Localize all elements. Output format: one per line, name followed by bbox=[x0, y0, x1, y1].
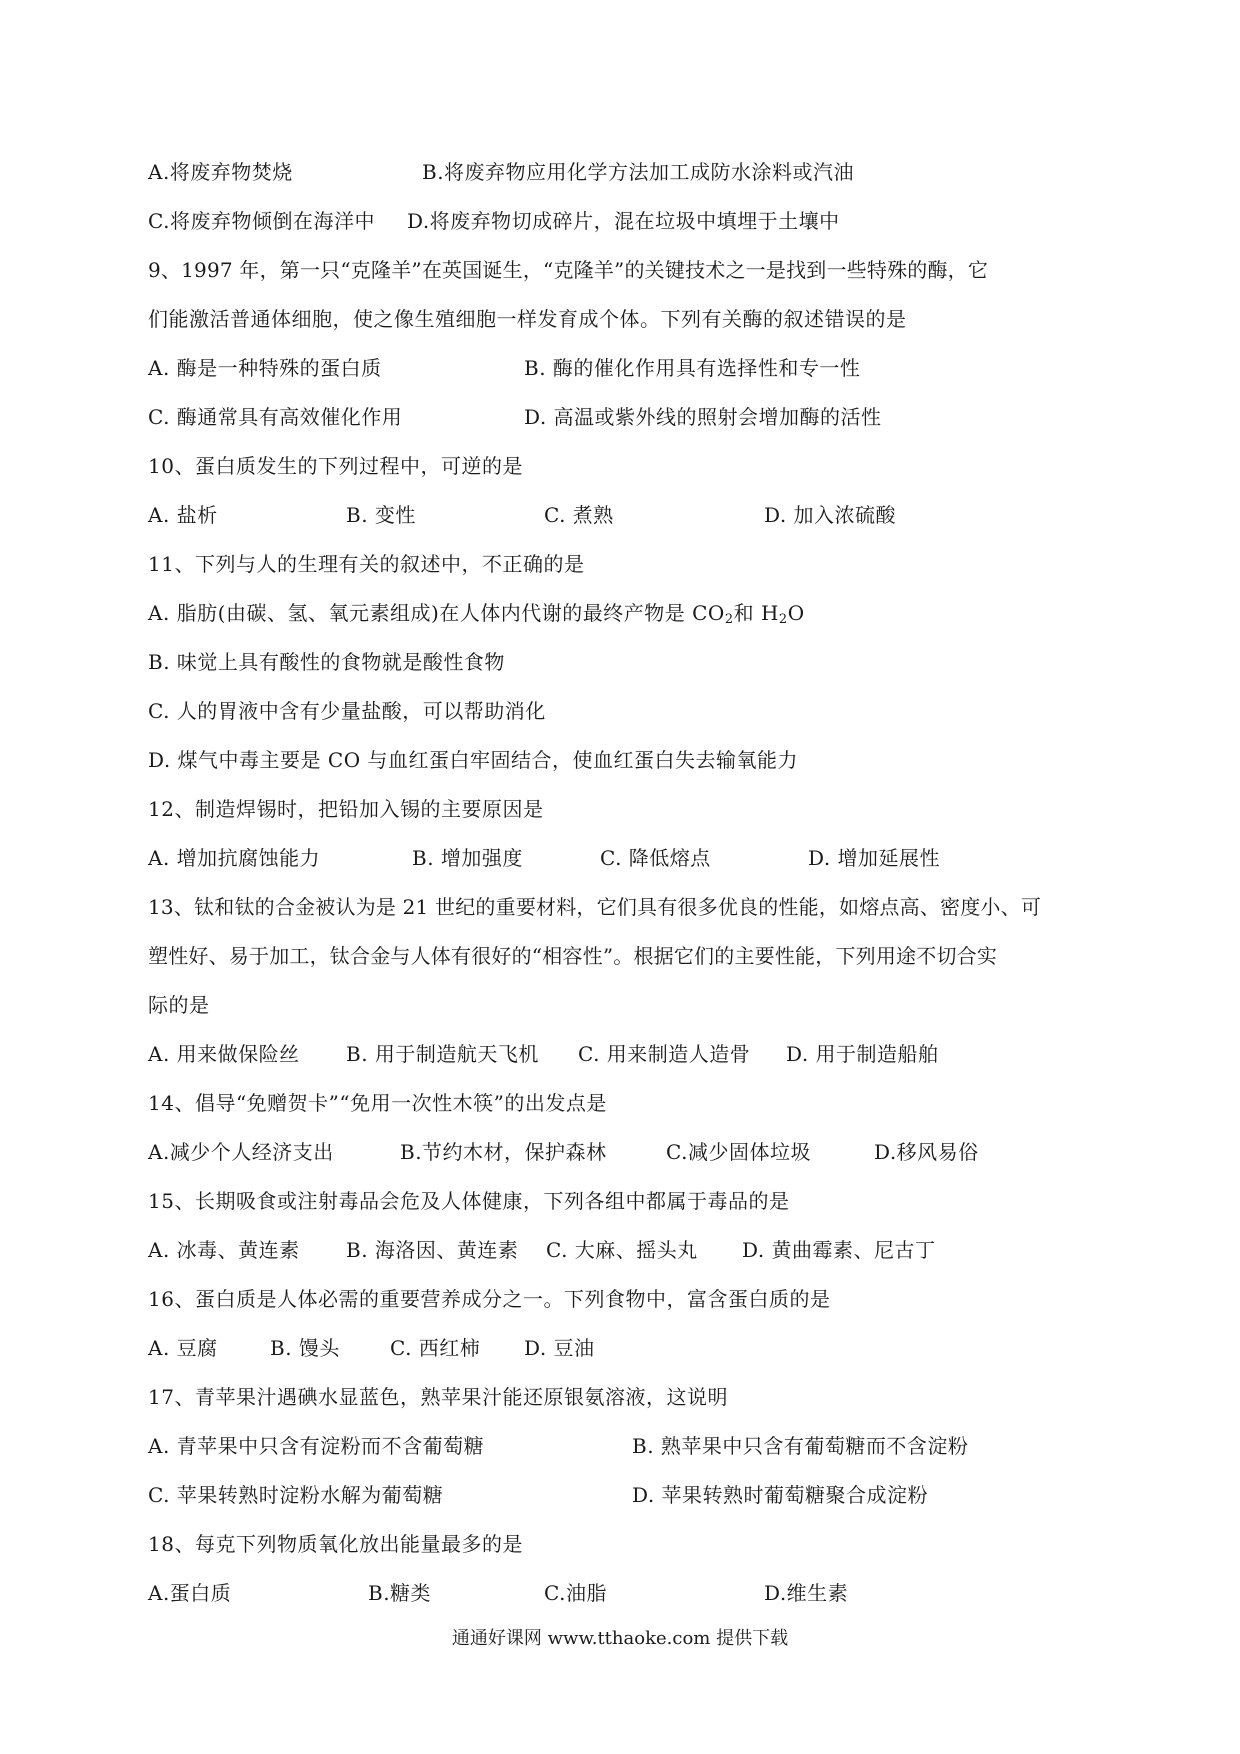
q9-stem-line-2: 们能激活普通体细胞，使之像生殖细胞一样发育成个体。下列有关酶的叙述错误的是 bbox=[148, 307, 907, 331]
q15-stem: 15、长期吸食或注射毒品会危及人体健康，下列各组中都属于毒品的是 bbox=[148, 1189, 790, 1213]
q11-option-a-mid: 和 H bbox=[733, 601, 779, 625]
q16-stem: 16、蛋白质是人体必需的重要营养成分之一。下列食物中，富含蛋白质的是 bbox=[148, 1287, 831, 1311]
q10-option-d: D. 加入浓硫酸 bbox=[764, 503, 897, 527]
co2-subscript: 2 bbox=[724, 612, 734, 627]
q13-stem-line-2: 塑性好、易于加工，钛合金与人体有很好的“相容性”。根据它们的主要性能，下列用途不切合实 bbox=[148, 944, 998, 968]
q11-stem: 11、下列与人的生理有关的叙述中，不正确的是 bbox=[148, 552, 585, 576]
q16-option-b: B. 馒头 bbox=[270, 1336, 340, 1360]
q11-option-a-text: A. 脂肪(由碳、氢、氧元素组成)在人体内代谢的最终产物是 CO bbox=[148, 601, 725, 625]
q15-option-a: A. 冰毒、黄连素 bbox=[148, 1238, 300, 1262]
q10-stem: 10、蛋白质发生的下列过程中，可逆的是 bbox=[148, 454, 523, 478]
q10-option-b: B. 变性 bbox=[346, 503, 416, 527]
q17-option-a: A. 青苹果中只含有淀粉而不含葡萄糖 bbox=[148, 1434, 485, 1458]
q16-option-a: A. 豆腐 bbox=[148, 1336, 218, 1360]
q13-stem-line-3: 际的是 bbox=[148, 993, 210, 1017]
q10-option-c: C. 煮熟 bbox=[544, 503, 614, 527]
q18-option-d: D.维生素 bbox=[764, 1581, 849, 1605]
q15-option-b: B. 海洛因、黄连素 bbox=[346, 1238, 519, 1262]
q11-option-a bbox=[148, 599, 805, 627]
q17-option-c: C. 苹果转熟时淀粉水解为葡萄糖 bbox=[148, 1483, 444, 1507]
q14-stem: 14、倡导“免赠贺卡”“免用一次性木筷”的出发点是 bbox=[148, 1091, 607, 1115]
q9-option-b: B. 酶的催化作用具有选择性和专一性 bbox=[524, 356, 861, 380]
q9-option-d: D. 高温或紫外线的照射会增加酶的活性 bbox=[524, 405, 882, 429]
q18-option-a: A.蛋白质 bbox=[148, 1581, 232, 1605]
q16-option-d: D. 豆油 bbox=[524, 1336, 595, 1360]
q12-option-a: A. 增加抗腐蚀能力 bbox=[148, 846, 321, 870]
q13-option-d: D. 用于制造船舶 bbox=[786, 1042, 939, 1066]
q15-option-d: D. 黄曲霉素、尼古丁 bbox=[742, 1238, 936, 1262]
q11-option-c: C. 人的胃液中含有少量盐酸，可以帮助消化 bbox=[148, 699, 546, 723]
q11-option-d: D. 煤气中毒主要是 CO 与血红蛋白牢固结合，使血红蛋白失去输氧能力 bbox=[148, 748, 798, 772]
q11-option-a-end: O bbox=[787, 601, 805, 625]
q18-option-b: B.糖类 bbox=[368, 1581, 432, 1605]
q16-option-c: C. 西红柿 bbox=[390, 1336, 481, 1360]
q14-option-b: B.节约木材，保护森林 bbox=[400, 1140, 607, 1164]
q13-option-c: C. 用来制造人造骨 bbox=[578, 1042, 751, 1066]
q12-option-d: D. 增加延展性 bbox=[808, 846, 941, 870]
q12-stem: 12、制造焊锡时，把铅加入锡的主要原因是 bbox=[148, 797, 544, 821]
q8-option-b: B.将废弃物应用化学方法加工成防水涂料或汽油 bbox=[422, 160, 855, 184]
q14-option-a: A.减少个人经济支出 bbox=[148, 1140, 334, 1164]
q8-option-a: A.将废弃物焚烧 bbox=[148, 160, 293, 184]
q12-option-c: C. 降低熔点 bbox=[600, 846, 711, 870]
q10-option-a: A. 盐析 bbox=[148, 503, 218, 527]
q17-option-d: D. 苹果转熟时葡萄糖聚合成淀粉 bbox=[632, 1483, 929, 1507]
q13-stem-line-1: 13、钛和钛的合金被认为是 21 世纪的重要材料，它们具有很多优良的性能，如熔点高、密度小、可 bbox=[148, 895, 1042, 919]
q13-option-b: B. 用于制造航天飞机 bbox=[346, 1042, 539, 1066]
q17-stem: 17、青苹果汁遇碘水显蓝色，熟苹果汁能还原银氨溶液，这说明 bbox=[148, 1385, 728, 1409]
q17-option-b: B. 熟苹果中只含有葡萄糖而不含淀粉 bbox=[632, 1434, 969, 1458]
q14-option-c: C.减少固体垃圾 bbox=[666, 1140, 811, 1164]
q18-stem: 18、每克下列物质氧化放出能量最多的是 bbox=[148, 1532, 523, 1556]
q9-option-a: A. 酶是一种特殊的蛋白质 bbox=[148, 356, 382, 380]
q18-option-c: C.油脂 bbox=[544, 1581, 607, 1605]
q13-option-a: A. 用来做保险丝 bbox=[148, 1042, 300, 1066]
q11-option-b: B. 味觉上具有酸性的食物就是酸性食物 bbox=[148, 650, 505, 674]
q12-option-b: B. 增加强度 bbox=[412, 846, 523, 870]
q8-option-d: D.将废弃物切成碎片，混在垃圾中填埋于土壤中 bbox=[407, 209, 840, 233]
q8-option-c: C.将废弃物倾倒在海洋中 bbox=[148, 209, 375, 233]
h2o-subscript: 2 bbox=[778, 612, 788, 627]
q15-option-c: C. 大麻、摇头丸 bbox=[546, 1238, 698, 1262]
page-footer: 通通好课网 www.tthaoke.com 提供下载 bbox=[451, 1628, 789, 1649]
q14-option-d: D.移风易俗 bbox=[874, 1140, 979, 1164]
q9-option-c: C. 酶通常具有高效催化作用 bbox=[148, 405, 403, 429]
q9-stem-line-1: 9、1997 年，第一只“克隆羊”在英国诞生，“克隆羊”的关键技术之一是找到一些特殊的酶，它 bbox=[148, 258, 989, 282]
